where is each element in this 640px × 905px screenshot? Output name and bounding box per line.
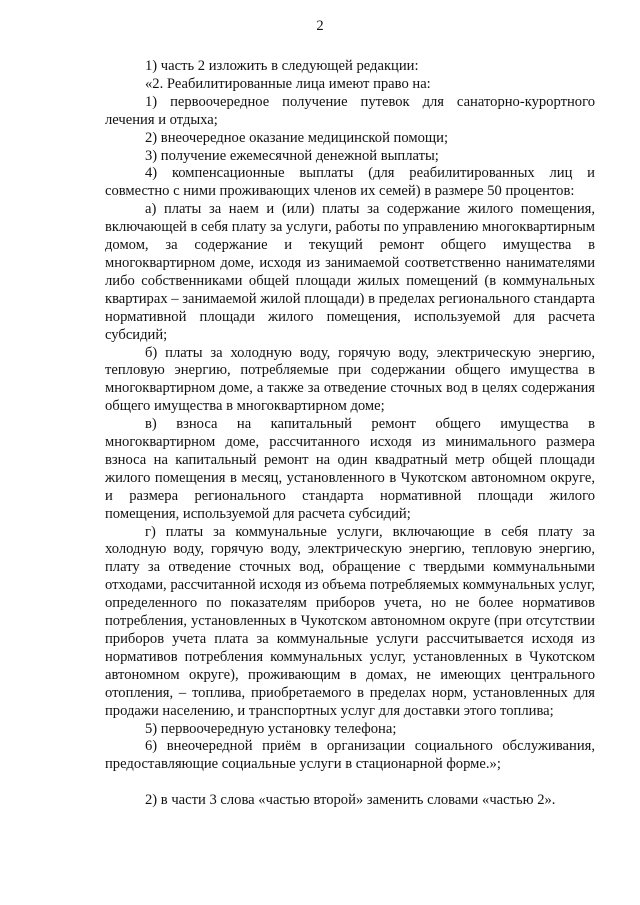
paragraph-item-3: 3) получение ежемесячной денежной выплаты; xyxy=(145,147,439,164)
paragraph-item-6: 6) внеочередной приём в организации социального обслуживания, предоставляющие социальные услуги в стационарной форме.»; xyxy=(105,738,595,773)
paragraph-item-5: 5) первоочередную установку телефона; xyxy=(145,720,397,737)
paragraph-amend-part-2: 1) часть 2 изложить в следующей редакции: xyxy=(145,58,419,74)
paragraph-subitem-a: а) платы за наем и (или) платы за содержание жилого помещения, включающей в себя плату за услуги, работы по управлению многоквартирным домом, за содержание и текущий ремонт общего имущества в многоквартирном доме, исходя из занимаемой соответственно нанимателями либо собственниками общей площади жилых помещений (в коммунальных квартирах – занимаемой жилой площади) в пределах регионального стандарта нормативной площади жилого помещения, используемой для расчета субсидий; xyxy=(105,201,595,343)
paragraph-subitem-v: в) взноса на капитальный ремонт общего имущества в многоквартирном доме, рассчитанного исходя из минимального размера взноса на капитальный ремонт на один квадратный метр общей площади жилого помещения в месяц, установленного в Чукотском автономном округе, и размера регионального стандарта нормативной площади жилого помещения, используемой для расчета субсидий; xyxy=(105,416,595,522)
document-body xyxy=(105,58,595,810)
paragraph-item-4: 4) компенсационные выплаты (для реабилитированных лиц и совместно с ними проживающих членов их семей) в размере 50 процентов: xyxy=(105,165,595,200)
paragraph-rights-intro: «2. Реабилитированные лица имеют право на: xyxy=(145,75,431,92)
paragraph-item-1: 1) первоочередное получение путевок для санаторно-курортного лечения и отдыха; xyxy=(105,93,595,128)
paragraph-item-2: 2) внеочередное оказание медицинской помощи; xyxy=(145,129,448,146)
page-number: 2 xyxy=(316,18,324,34)
paragraph-subitem-b: б) платы за холодную воду, горячую воду, электрическую энергию, тепловую энергию, потребляемые при содержании общего имущества в многоквартирном доме, а также за отведение сточных вод в целях содержания общего имущества в многоквартирном доме; xyxy=(105,344,595,415)
paragraph-subitem-g: г) платы за коммунальные услуги, включающие в себя плату за холодную воду, горячую воду, электрическую энергию, тепловую энергию, плату за отведение сточных вод, обращение с твердыми коммунальными отходами, рассчитанной исходя из объема потребляемых коммунальных услуг, определенного по показателям приборов учета, но не более нормативов потребления, установленных в Чукотском автономном округе (при отсутствии приборов учета плата за коммунальные услуги рассчитывается исходя из нормативов потребления коммунальных услуг, установленных в Чукотском автономном округе), проживающим в домах, не имеющих центрального отопления, – топлива, приобретаемого в пределах норм, установленных для продажи населению, и транспортных услуг для доставки этого топлива; xyxy=(105,523,595,719)
paragraph-amend-part-3: 2) в части 3 слова «частью второй» заменить словами «частью 2». xyxy=(145,792,556,809)
